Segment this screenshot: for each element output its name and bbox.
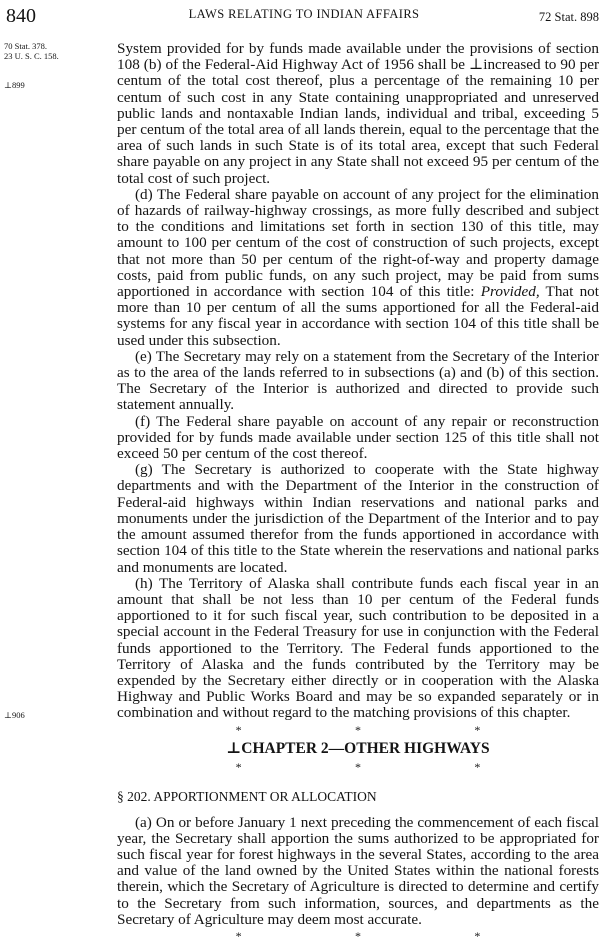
star-mark: * <box>354 759 361 774</box>
star-mark: * <box>235 722 242 737</box>
paragraph-d <box>117 187 599 349</box>
margin-page-marker-top: ⊥899 <box>4 80 25 90</box>
paragraph-g: (g) The Secretary is authorized to cooperate with the State highway departments and with the Department of the Interior in the construction of Federal-aid highways within Indian reservations and national parks and monuments under the jurisdiction of the Department of the Interior and to pay the amount assumed therefor from the funds apportioned in accordance with section 104 of this title to the State wherein the reservations and national parks and monuments are located. <box>117 461 599 576</box>
paragraph-h: (h) The Territory of Alaska shall contribute funds each fiscal year in an amount that shall be not less than 10 per centum of the Federal funds apportioned to it for such fiscal year, such contribution to be deposited in a special account in the Federal Treasury for use in conjunction with the Federal funds apportioned to the Territory. The Federal funds apportioned to the Territory of Alaska and the funds contributed by the Territory may be expended by the Secretary either directly or in cooperation with the Alaska Highway and Public Works Board and may be so expanded separately or in combination and without regard to the matching provisions of this chapter. <box>117 574 599 722</box>
star-mark: * <box>474 759 481 774</box>
paragraph-d-text-2: That not more than 10 per centum of all the sums apportioned for all the Federal-aid systems for any fiscal year in accordance with section 104 of this title shall be used under this subsection. <box>117 283 599 349</box>
star-mark: * <box>354 928 361 943</box>
star-mark: * <box>474 722 481 737</box>
omission-stars-3 <box>117 930 599 942</box>
margin-page-marker-chapter: ⊥906 <box>4 710 25 720</box>
star-mark: * <box>235 928 242 943</box>
star-mark: * <box>235 759 242 774</box>
paragraph-f: (f) The Federal share payable on account of any repair or reconstruction provided for by funds made available under section 125 of this title shall not exceed 50 per centum of the cost thereof. <box>117 412 599 463</box>
running-title: LAWS RELATING TO INDIAN AFFAIRS <box>188 7 420 21</box>
star-mark: * <box>354 722 361 737</box>
section-heading: § 202. APPORTIONMENT OR ALLOCATION <box>117 788 377 804</box>
page-number: 840 <box>6 5 36 27</box>
margin-citation-2: 23 U. S. C. 158. <box>4 51 59 61</box>
statute-reference: 72 Stat. 898 <box>538 10 599 24</box>
paragraph-e: (e) The Secretary may rely on a statement from the Secretary of the Interior as to the area of the lands referred to in subsections (a) and (b) of this section. The Secretary of the Interior is authorized and directed to provide such statement annually. <box>117 347 599 414</box>
paragraph-a: (a) On or before January 1 next preceding the commencement of each fiscal year, the Secretary shall apportion the sums authorized to be appropriated for such fiscal year for forest highways in the several States, according to the area and value of the land owned by the United States within the national forests therein, which the Secretary of Agriculture is directed to determine and certify to the Secretary from such information, sources, and departments as the Secretary of Agriculture may deem most accurate. <box>117 813 599 928</box>
star-mark: * <box>474 928 481 943</box>
body-text <box>117 41 599 944</box>
paragraph-d-proviso: Provided, <box>480 283 540 301</box>
chapter-heading: ⊥CHAPTER 2—OTHER HIGHWAYS <box>226 739 490 757</box>
omission-stars-2 <box>117 761 599 773</box>
paragraph-d-text-1: (d) The Federal share payable on account of any project for the elimination of hazards of railway-highway crossings, as more fully described and subject to the conditions and limitations set forth in section 130 of this title, may amount to 100 per centum of the cost of construction of such projects, except that not more than 50 per centum of the right-of-way and property damage costs, paid from public funds, on any such project, may be paid from sums apportioned in accordance with section 104 of this title: <box>117 185 599 301</box>
margin-citation-1: 70 Stat. 378. <box>4 41 47 51</box>
page-header <box>0 0 608 30</box>
omission-stars-1 <box>117 724 599 736</box>
paragraph-intro: System provided for by funds made available under the provisions of section 108 (b) of the Federal-Aid Highway Act of 1956 shall be ⊥increased to 90 per centum of the total cost thereof, plus a percentage of the remaining 10 per centum of such cost in any State containing unappropriated and unreserved public lands and nontaxable Indian lands, individual and tribal, exceeding 5 per centum of the total area of all lands therein, equal to the percentage that the area of such lands in such State is of its total area, except that such Federal share payable on any project in any State shall not exceed 95 per centum of the total cost of such project. <box>117 40 599 187</box>
